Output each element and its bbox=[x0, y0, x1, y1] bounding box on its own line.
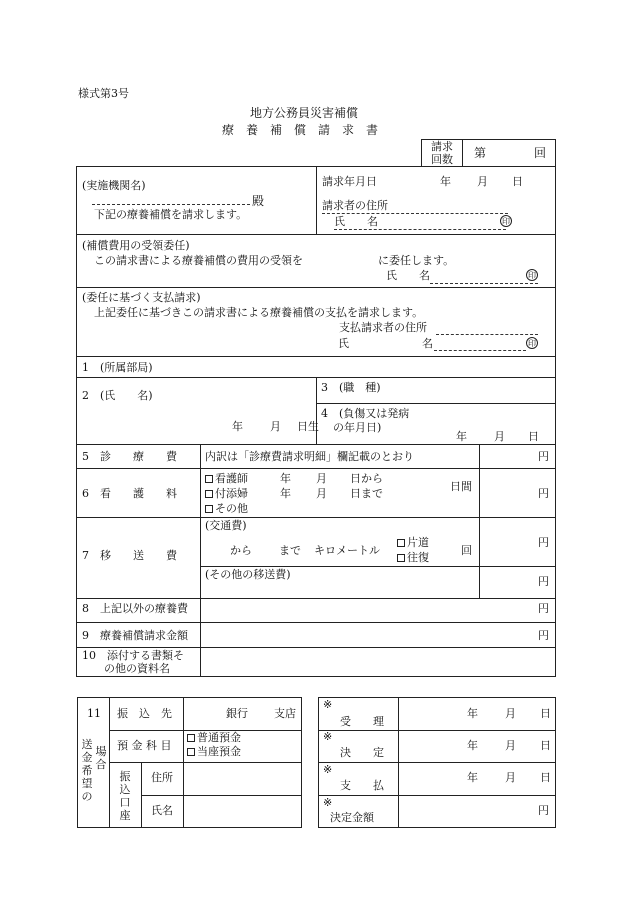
account-address-label: 住所 bbox=[151, 771, 173, 784]
remit-label-col1: 送金希望の bbox=[81, 738, 93, 803]
row-other-fees: 8 上記以外の療養費 bbox=[82, 602, 188, 615]
form-number: 様式第3号 bbox=[78, 87, 129, 100]
deposit-type-label: 預 金 科 目 bbox=[117, 739, 172, 752]
row-job: 3 (職 種) bbox=[321, 381, 381, 394]
seal-mark: 印 bbox=[528, 339, 536, 348]
office-decided: 決 定 bbox=[340, 746, 384, 759]
checkbox-attendant[interactable]: 付添婦 bbox=[205, 488, 248, 499]
seal-mark: 印 bbox=[528, 271, 536, 280]
form-subtitle: 療 養 補 償 請 求 書 bbox=[222, 123, 379, 137]
checkbox-nurse[interactable]: 看護師 bbox=[205, 473, 248, 484]
row-department: 1 (所属部局) bbox=[82, 361, 153, 374]
account-label: 振込口座 bbox=[119, 770, 131, 822]
seal-mark: 印 bbox=[502, 217, 510, 226]
checkbox-ordinary[interactable]: 普通預金 bbox=[187, 732, 241, 743]
checkbox-one-way[interactable]: 片道 bbox=[397, 537, 429, 548]
office-decided-amount: 決定金額 bbox=[330, 811, 374, 824]
request-date-label: 請求年月日 bbox=[322, 175, 377, 188]
form-title: 地方公務員災害補償 bbox=[250, 106, 359, 120]
remit-label-col2: 場合 bbox=[95, 745, 107, 771]
institution-label: (実施機関名) bbox=[82, 179, 146, 192]
office-received: 受 理 bbox=[340, 715, 384, 728]
checkbox-current[interactable]: 当座預金 bbox=[187, 746, 241, 757]
row-injury-date: 4 (負傷又は発病 bbox=[321, 407, 410, 420]
row-nursing-fee: 看 護 料 bbox=[100, 487, 177, 500]
checkbox-round-trip[interactable]: 往復 bbox=[397, 552, 429, 563]
row-medical-fee: 診 療 費 bbox=[100, 450, 177, 463]
delegation-heading: (補償費用の受領委任) bbox=[82, 239, 190, 252]
delegation-text: この請求書による療養補償の費用の受領を bbox=[94, 254, 303, 267]
row-transport-fee: 移 送 費 bbox=[100, 549, 177, 562]
row-attachments: 10 添付する書類そ bbox=[82, 649, 184, 662]
transfer-destination-label: 振 込 先 bbox=[117, 707, 172, 720]
request-text: 下記の療養補償を請求します。 bbox=[94, 208, 248, 221]
account-name-label: 氏名 bbox=[151, 804, 173, 817]
payment-text: 上記委任に基づきこの請求書による療養補償の支払を請求します。 bbox=[94, 306, 424, 319]
requester-name-label: 氏 名 bbox=[334, 215, 378, 228]
office-paid: 支 払 bbox=[340, 779, 384, 792]
checkbox-other[interactable]: その他 bbox=[205, 503, 248, 514]
payment-heading: (委任に基づく支払請求) bbox=[82, 291, 201, 304]
row-total-amount: 9 療養補償請求金額 bbox=[82, 629, 188, 642]
row-name: 2 (氏 名) bbox=[82, 389, 153, 402]
requester-address-label: 請求者の住所 bbox=[322, 199, 388, 212]
